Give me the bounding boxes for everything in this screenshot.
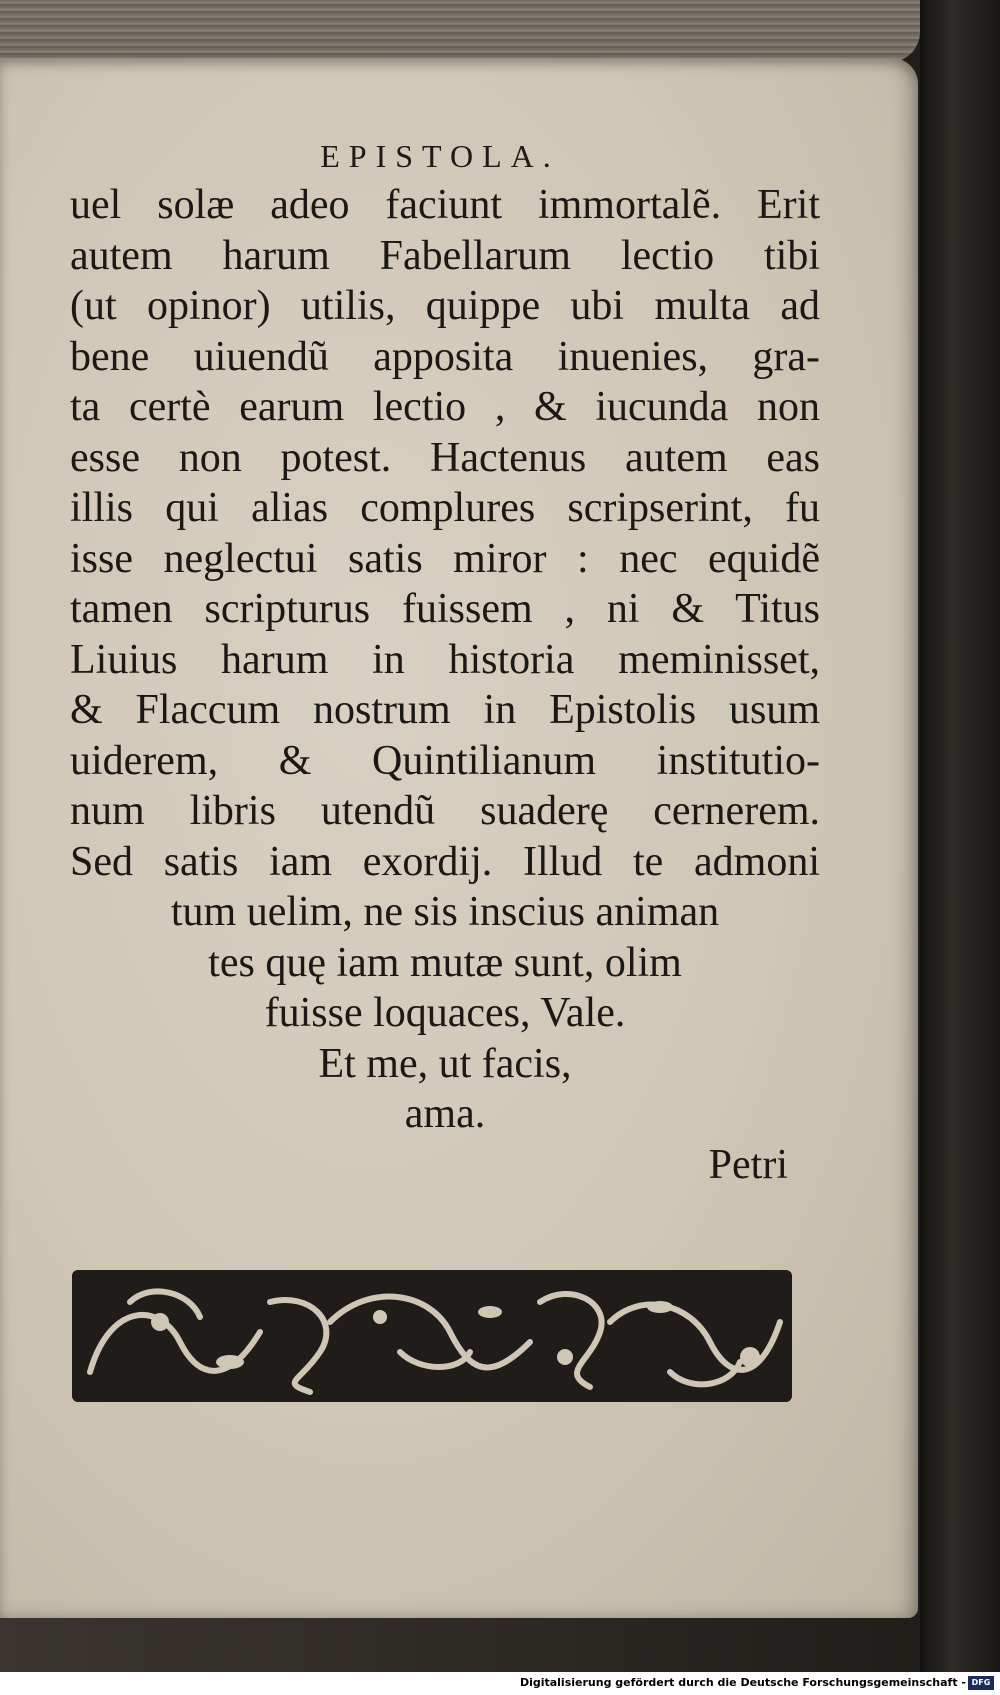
catchword: Petri bbox=[708, 1141, 788, 1188]
footer-credit: Digitalisierung gefördert durch die Deutsche Forschungsgemeinschaft - bbox=[519, 1676, 966, 1689]
text-line: fuisse loquaces, Vale. bbox=[264, 990, 626, 1036]
book-page-edge bbox=[0, 0, 920, 62]
text-line: tes quę iam mutæ sunt, olim bbox=[208, 939, 682, 986]
text-line: isse neglectui satis miror : nec equidẽ bbox=[70, 535, 820, 582]
text-line: Et me, ut facis, bbox=[318, 1040, 572, 1087]
text-line: ta certè earum lectio , & iucunda non bbox=[70, 384, 820, 430]
text-line: num libris utendũ suaderę cernerem. bbox=[70, 788, 820, 834]
text-line: tum uelim, ne sis inscius animan bbox=[170, 889, 720, 935]
latin-text-block bbox=[70, 180, 820, 1190]
woodcut-ornament-band bbox=[70, 1262, 794, 1410]
digitization-footer bbox=[0, 1672, 1000, 1695]
text-line: ama. bbox=[404, 1091, 486, 1137]
page-heading: EPISTOLA. bbox=[320, 138, 560, 174]
text-line: uel solæ adeo faciunt immortalẽ. Erit bbox=[70, 182, 820, 228]
text-line: Liuius harum in historia meminisset, bbox=[70, 636, 820, 683]
dfg-logo-badge: DFG bbox=[968, 1676, 994, 1690]
book-binding bbox=[920, 0, 1000, 1672]
text-line: tamen scripturus fuissem , ni & Titus bbox=[70, 586, 820, 632]
text-line: (ut opinor) utilis, quippe ubi multa ad bbox=[70, 283, 820, 329]
text-line: autem harum Fabellarum lectio tibi bbox=[70, 232, 820, 279]
text-line: esse non potest. Hactenus autem eas bbox=[70, 434, 820, 481]
text-line: illis qui alias complures scripserint, fu bbox=[70, 485, 820, 531]
text-line: Sed satis iam exordij. Illud te admoni bbox=[70, 838, 820, 885]
text-line: uiderem, & Quintilianum institutio- bbox=[70, 737, 820, 784]
text-line: & Flaccum nostrum in Epistolis usum bbox=[70, 687, 820, 733]
text-line: bene uiuendũ apposita inuenies, gra- bbox=[70, 333, 820, 380]
